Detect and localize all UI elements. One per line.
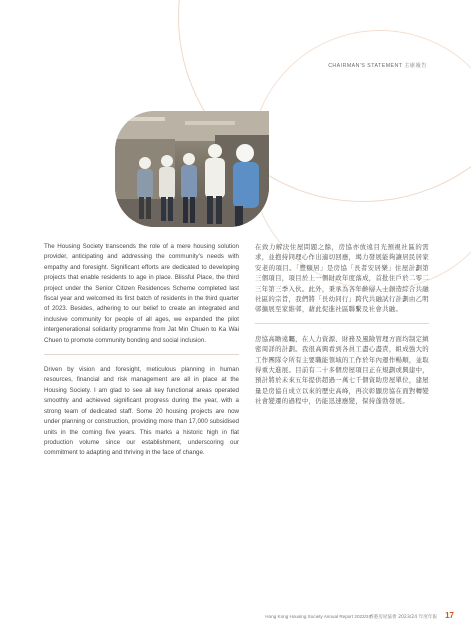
chinese-paragraph-2: 房協高瞻遠矚，在人力資源、財務及風險管理方面均制定縝密周詳的計劃。我很高興看到各員工盡心盡責，組成強大的工作團隊令所有主要職能領域的工作於年內運作暢順，並取得重大進展。目前有二十多個房屋項目正在規劃或興建中，預計將於未來五年提供超過一萬七千個資助房屋單位，建屋量是房協自成立以來的歷史高峰，再次彰顯房協在面對轉變社會變遷的過程中，仍能迅速應變，保持蓬勃發展。 bbox=[255, 334, 429, 406]
english-paragraph-1: The Housing Society transcends the role of a mere housing solution provider, anticipating and addressing the community's needs with empathy and foresight. Significant efforts are dedicated to developing projects that enable residents to age in place. Blissful Place, the third project under the Senior Citizen Residences Scheme completed last fiscal year and welcomed its first batch of residents in the third quarter of 2023. Besides, adhering to our belief to create an integrated and inclusive community for people of all ages, we expanded the pilot intergenerational solidarity programme from Jat Min Chuen to Ka Wai Chuen to promote community bonding and social inclusion. bbox=[44, 243, 239, 344]
english-paragraph-2: Driven by vision and foresight, meticulous planning in human resources, financial and risk management are all in place at the Housing Society. I am glad to see all key functional areas operated smoothly and achieved significant progress during the year, with a strong team of dedicated staff. Some 20 housing projects are now under planning or construction, providing more than 17,000 subsidised units in the coming five years. This marks a historic high in flat production volume since our establishment, underscoring our commitment to adapting and thriving in the face of change. bbox=[44, 366, 239, 457]
chinese-divider bbox=[255, 323, 429, 324]
page-footer bbox=[0, 611, 471, 623]
footer-report-title-en: Hong Kong Housing Society Annual Report 2023/24 bbox=[265, 614, 371, 619]
site-visit-photo bbox=[115, 111, 269, 227]
photo-construction-site-visit-icon bbox=[115, 111, 269, 227]
footer-report-title-zh: 香港房屋協會 2023/24 年度年報 bbox=[369, 615, 437, 620]
section-label: CHAIRMAN'S STATEMENT 主席報告 bbox=[328, 63, 427, 69]
chinese-paragraph-1: 在致力解決住屋問題之餘，房協亦放遠目光預視社區的需求，並抱持同理心作出適切回應，竭力發展能夠讓居民居家安老的項目。「豐頤居」是房協「長者安居樂」住屋計劃第三個項目，項目於上一個財政年度落成，首批住戶於二零二三年第三季入伙。此外，秉承為各年齡層人士創造綜合共融社區的宗旨，我們將「長幼同行」跨代共融試行計劃由乙明邨擴展至家維邨，藉此促進社區聯繫及社會共融。 bbox=[255, 243, 429, 314]
english-column bbox=[44, 242, 239, 467]
chinese-column bbox=[255, 242, 429, 415]
page-number: 17 bbox=[445, 611, 454, 620]
english-divider bbox=[44, 354, 239, 355]
